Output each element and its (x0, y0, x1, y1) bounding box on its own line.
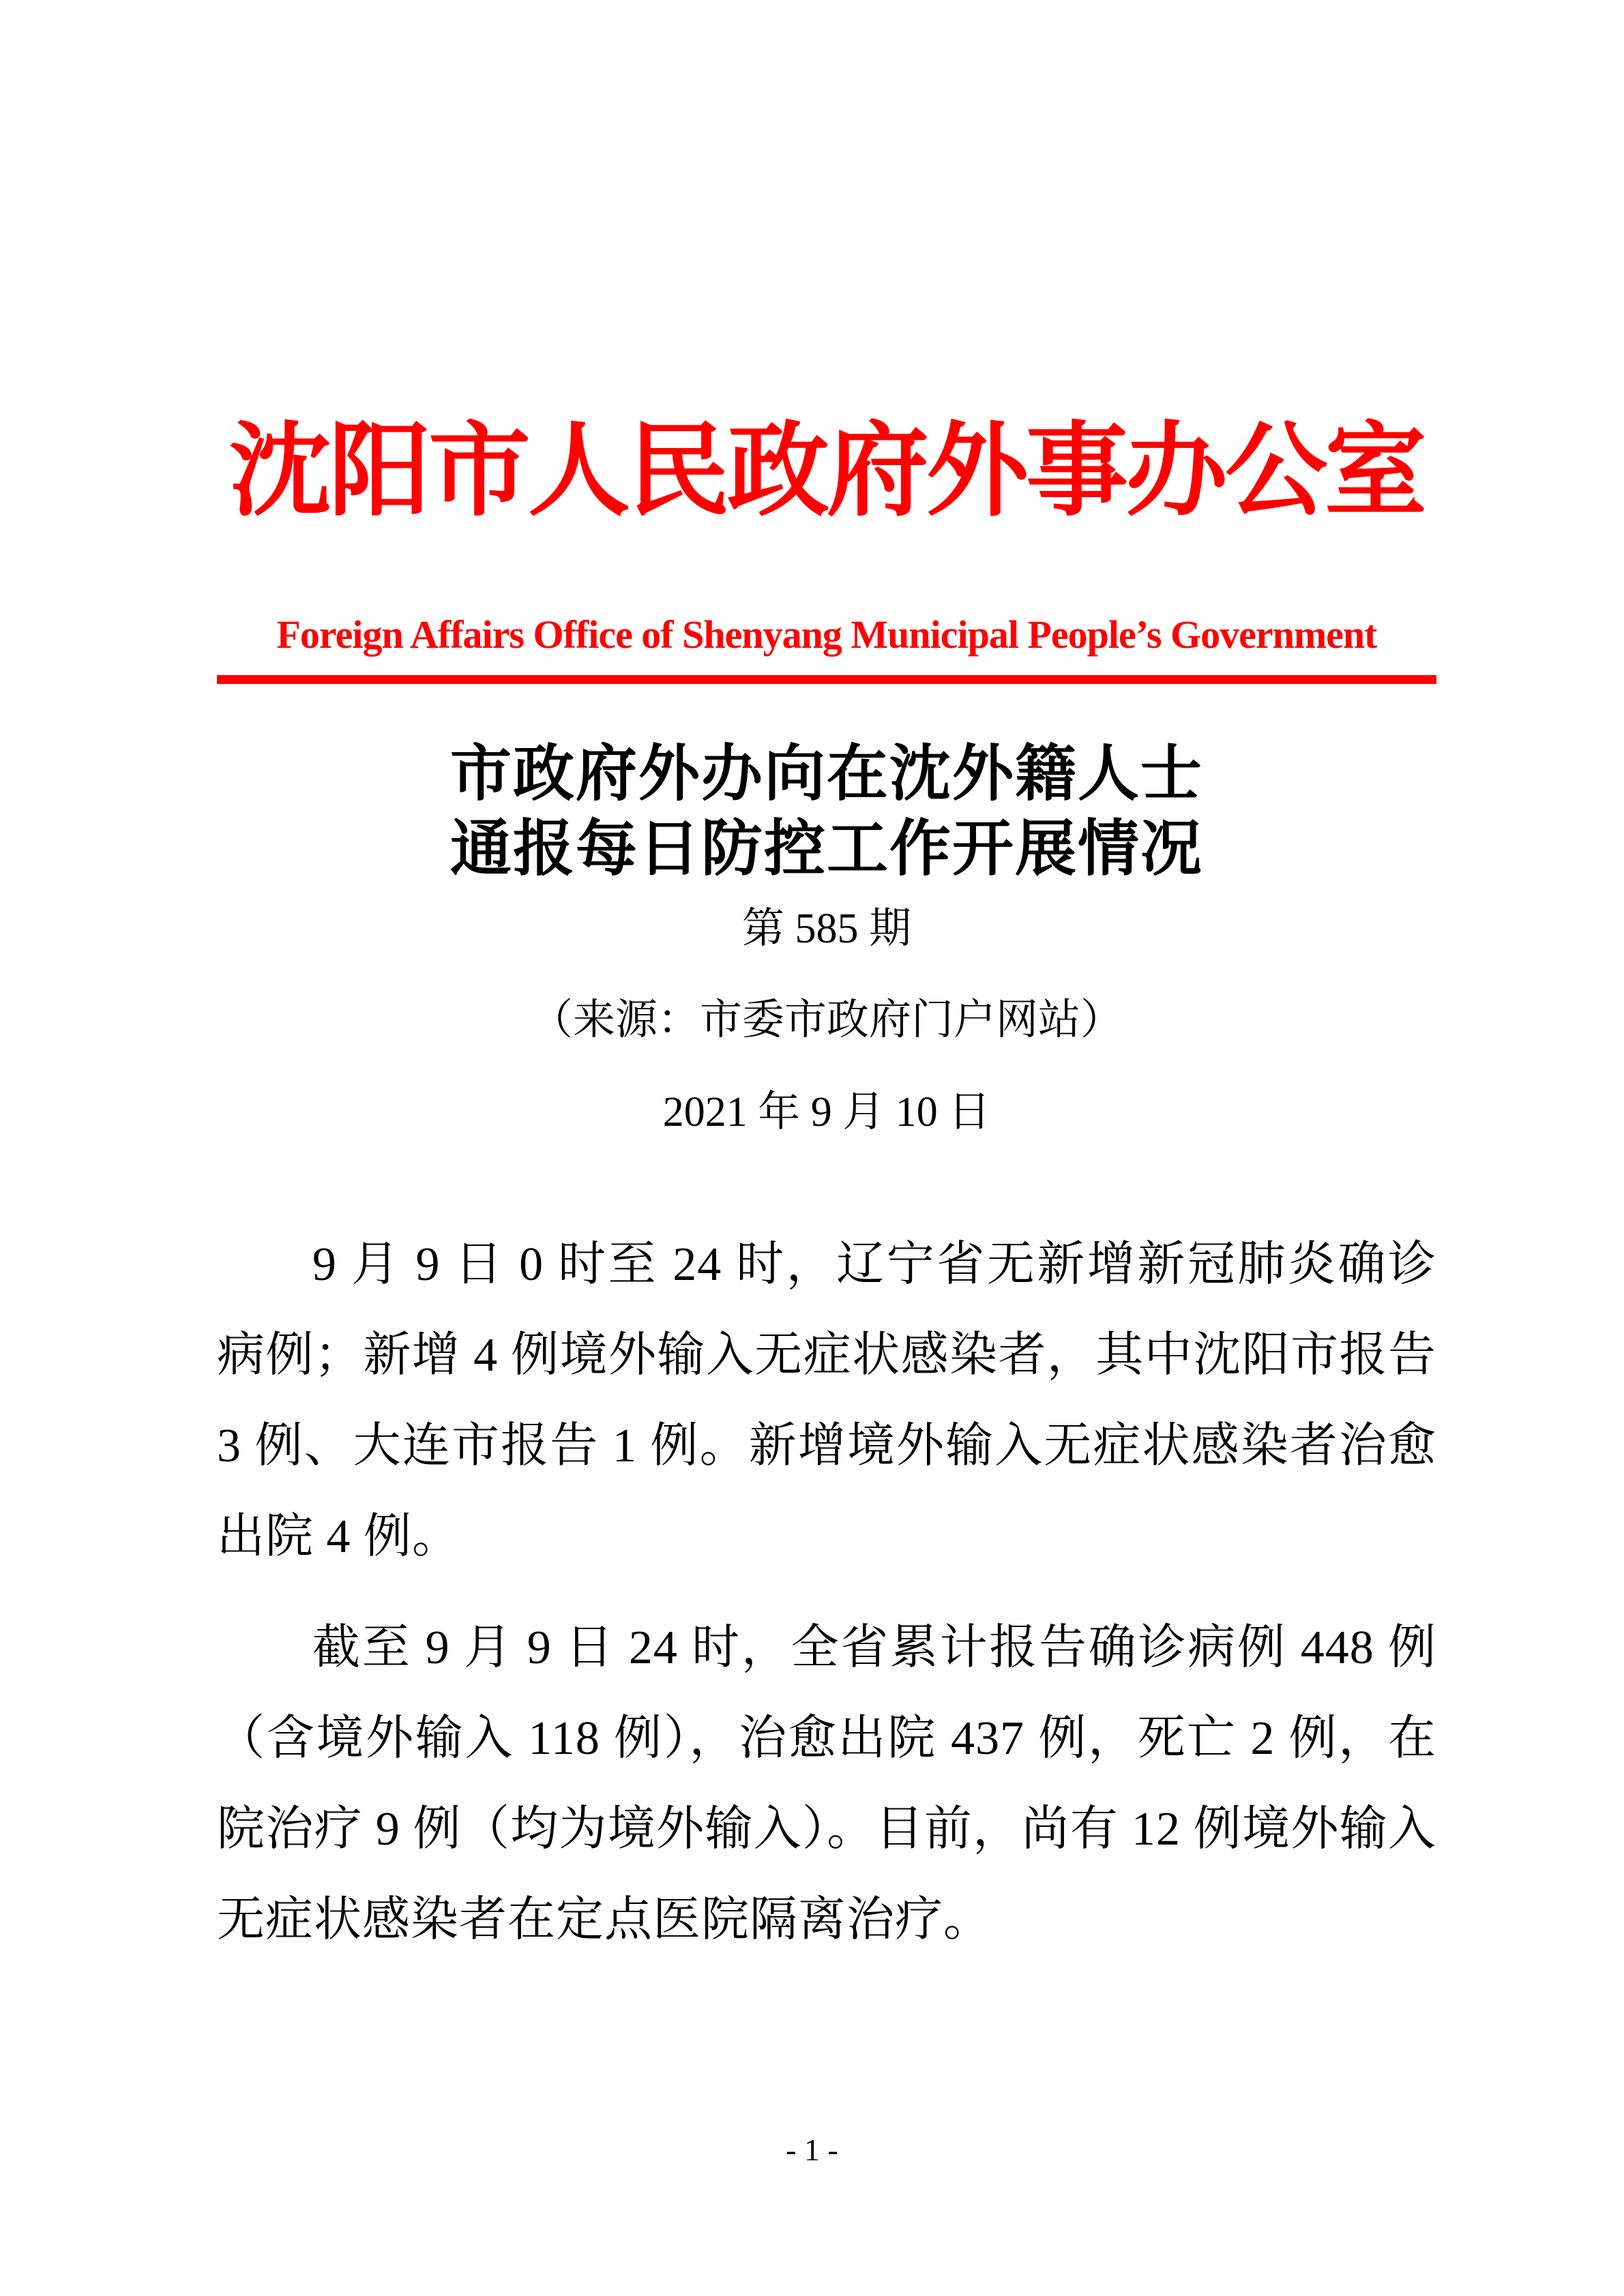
body-text (217, 1219, 1436, 1965)
body-paragraph: 9 月 9 日 0 时至 24 时，辽宁省无新增新冠肺炎确诊病例；新增 4 例境外输入无症状感染者，其中沈阳市报告 3 例、大连市报告 1 例。新增境外输入无症状感染者治愈出院 4 例。 (217, 1238, 1436, 1563)
body-paragraph: 截至 9 月 9 日 24 时，全省累计报告确诊病例 448 例（含境外输入 118 例），治愈出院 437 例，死亡 2 例，在院治疗 9 例（均为境外输入）。目前，尚有 12 例境外输入无症状感染者在定点医院隔离治疗。 (217, 1622, 1436, 1946)
org-title-english: Foreign Affairs Office of Shenyang Municipal People’s Government (276, 612, 1377, 657)
date-line: 2021 年 9 月 10 日 (662, 1089, 991, 1135)
notice-title-line1: 市政府外办向在沈外籍人士 (450, 741, 1203, 808)
page-number: - 1 - (786, 2132, 838, 2167)
notice-title (217, 737, 1436, 887)
notice-title-line2: 通报每日防控工作开展情况 (450, 816, 1203, 883)
header-divider (217, 675, 1436, 684)
page-content (0, 415, 1624, 1965)
issue-number: 第 585 期 (741, 906, 911, 952)
org-title-chinese: 沈阳市人民政府外事办公室 (228, 415, 1424, 528)
source-line: （来源：市委市政府门户网站） (530, 997, 1123, 1043)
